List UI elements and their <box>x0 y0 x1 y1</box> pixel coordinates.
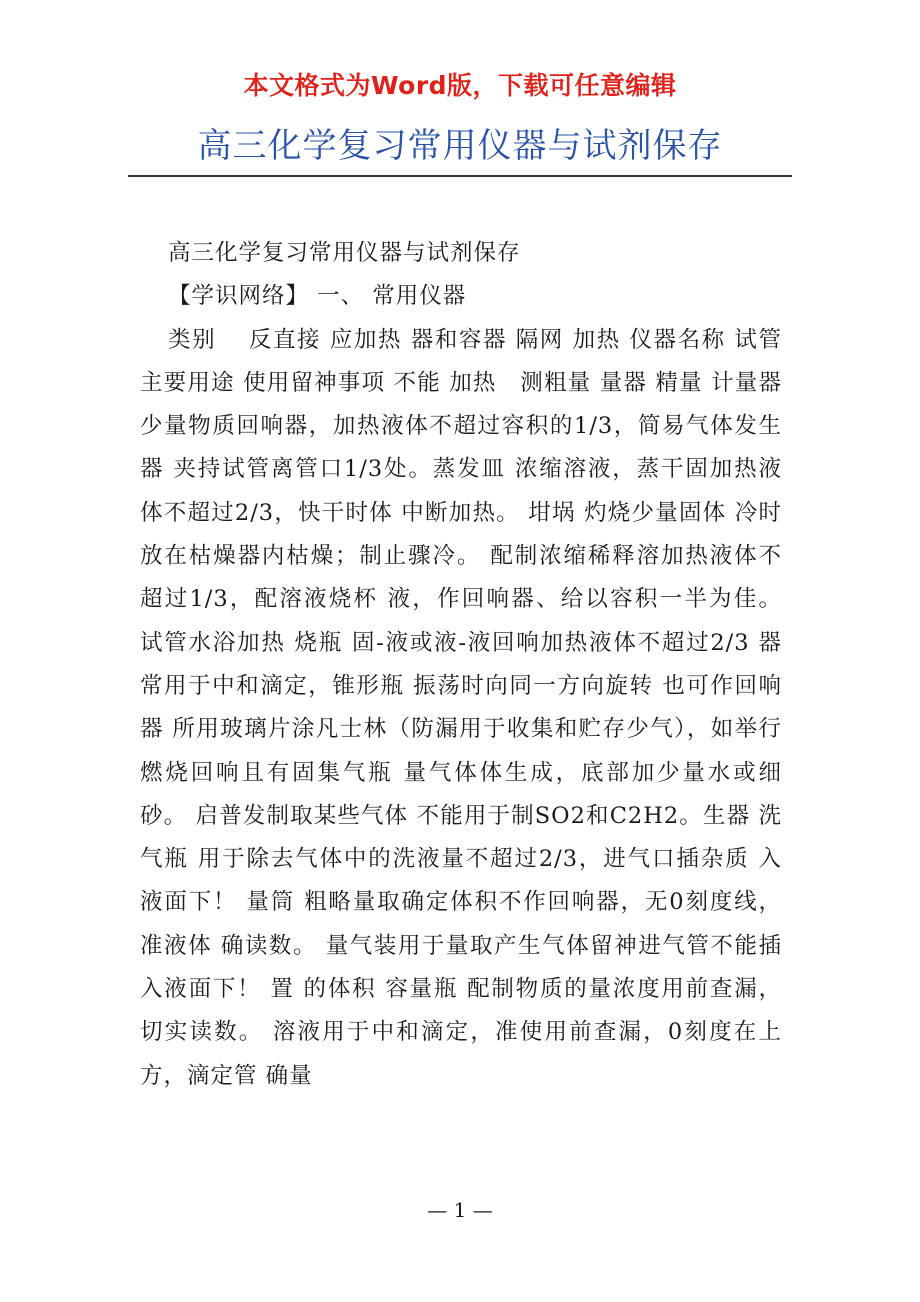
document-body <box>140 232 782 1098</box>
document-title: 高三化学复习常用仪器与试剂保存 <box>197 126 723 166</box>
body-subtitle: 高三化学复习常用仪器与试剂保存 <box>168 240 521 266</box>
section-heading: 【学识网络】 一、 常用仪器 <box>168 283 467 310</box>
body-paragraph: 类别 反直接 应加热 器和容器 隔网 加热 仪器名称 试管 主要用途 使用留神事项 不能 加热 测粗量 量器 精量 计量器 少量物质回响器，加热液体不超过容积的1/3，简易气体发生器 夹持试管离管口1/3处。蒸发皿 浓缩溶液，蒸干固加热液体不超过2/3，快干时体 中断加热。 坩埚 灼烧少量固体 冷时放在枯燥器内枯燥；制止骤冷。 配制浓缩稀释溶加热液体不超过1/3，配溶液烧杯 液，作回响器、给以容积一半为佳。 试管水浴加热 烧瓶 固-液或液-液回响加热液体不超过2/3 器 常用于中和滴定，锥形瓶 振荡时向同一方向旋转 也可作回响器 所用玻璃片涂凡士林（防漏用于收集和贮存少气），如举行燃烧回响且有固集气瓶 量气体体生成，底部加少量水或细砂。 启普发制取某些气体 不能用于制SO2和C2H2。生器 洗气瓶 用于除去气体中的洗液量不超过2/3，进气口插杂质 入液面下！ 量筒 粗略量取确定体积不作回响器，无0刻度线，准液体 确读数。 量气装用于量取产生气体留神进气管不能插入液面下！ 置 的体积 容量瓶 配制物质的量浓度用前查漏，切实读数。 溶液用于中和滴定，准使用前查漏，0刻度在上方，滴定管 确量 <box>140 326 782 1089</box>
header-divider <box>128 175 792 177</box>
page-number: — 1 — <box>427 1198 493 1222</box>
format-notice: 本文格式为Word版，下载可任意编辑 <box>243 71 677 100</box>
